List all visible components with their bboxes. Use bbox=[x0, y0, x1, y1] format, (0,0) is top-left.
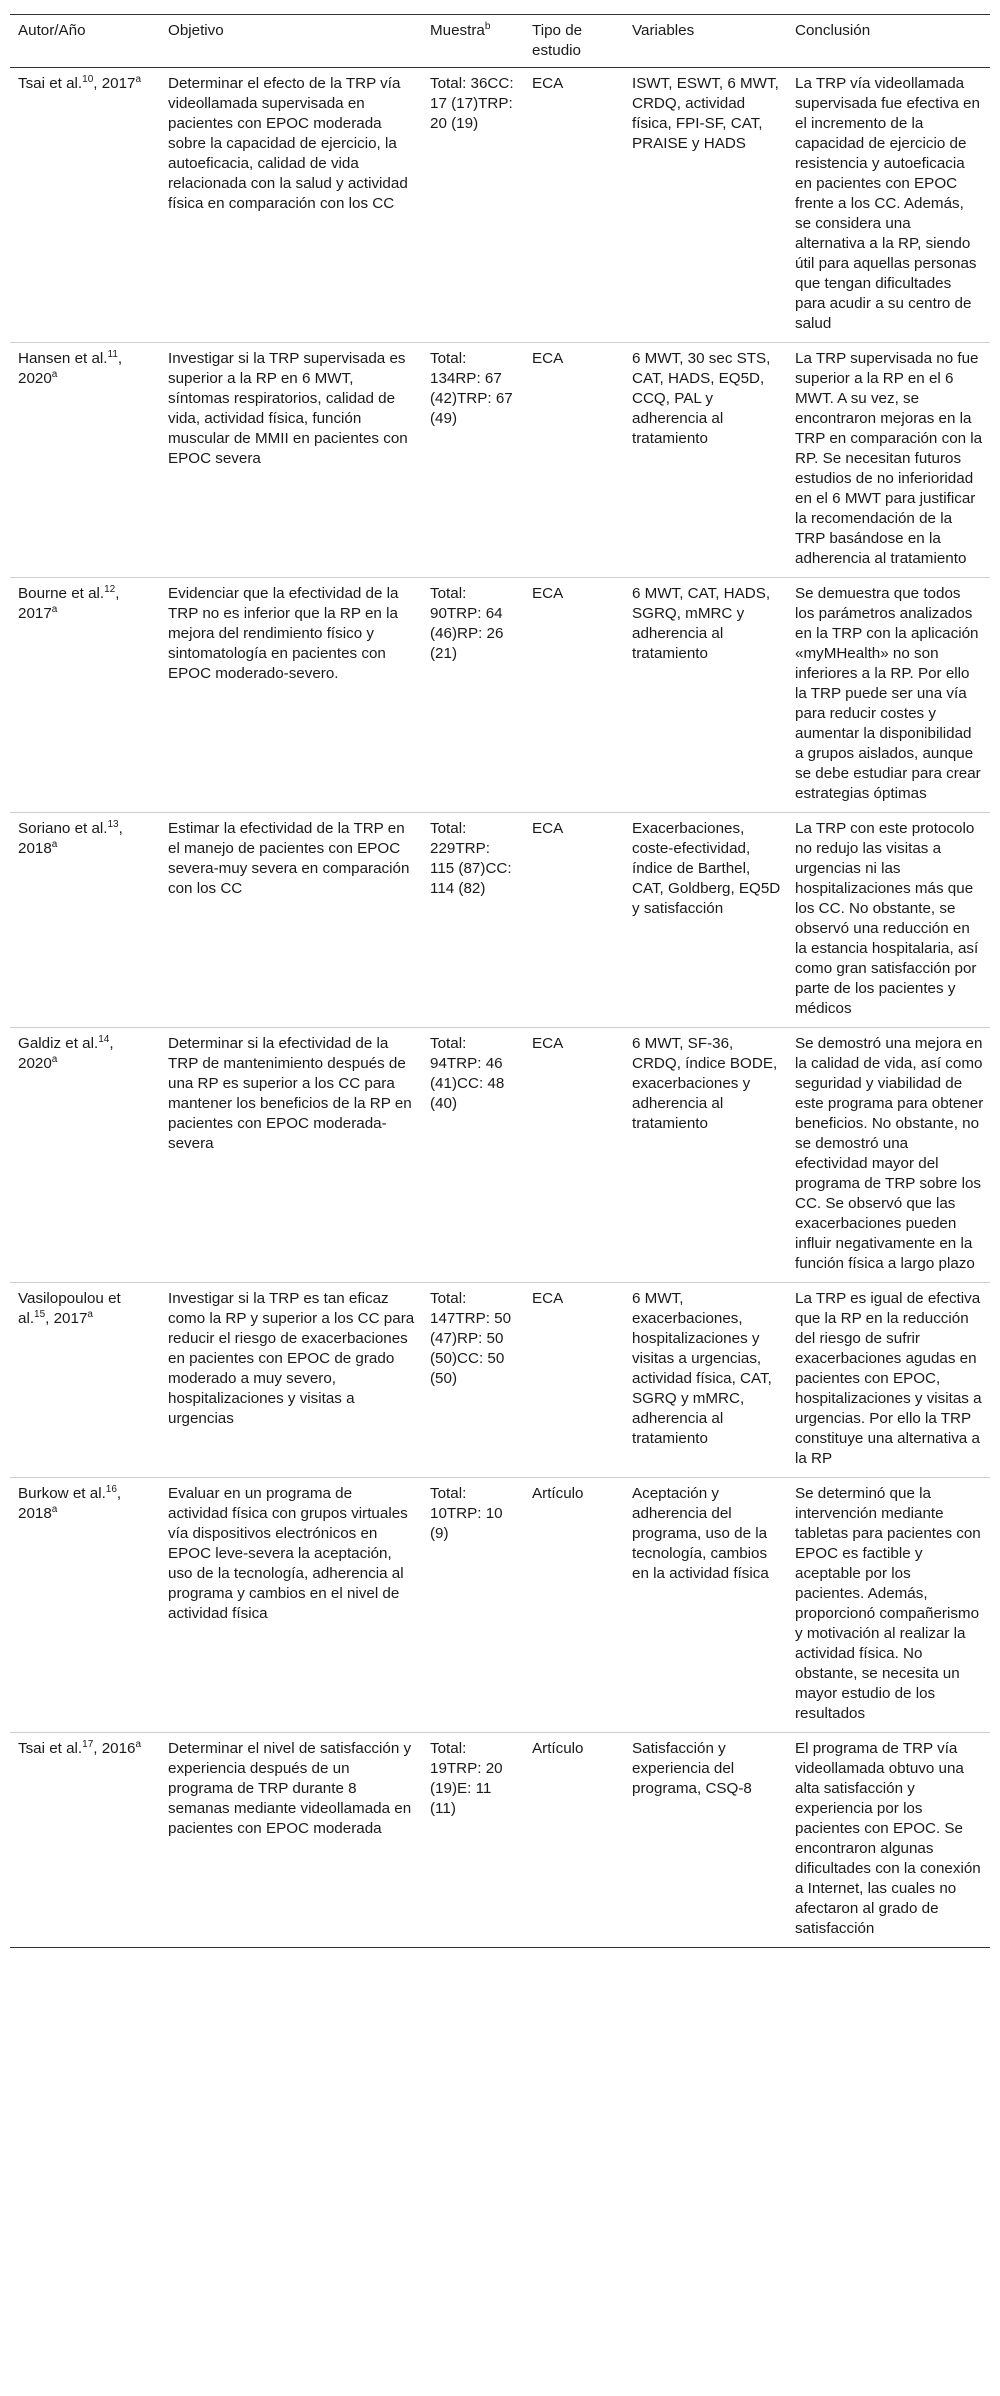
table-row bbox=[10, 1283, 990, 1478]
author-ref: 10 bbox=[82, 74, 94, 85]
author-note: a bbox=[135, 74, 142, 85]
cell-sample: Total: 19TRP: 20 (19)E: 11 (11) bbox=[430, 1740, 503, 1817]
table-row bbox=[10, 1733, 990, 1948]
cell-objective: Investigar si la TRP es tan eficaz como la RP y superior a los CC para reducir el riesgo de exacerbaciones en pacientes con EPOC de grado moderado a muy severo, hospitalizaciones y visitas a urgencias bbox=[168, 1290, 415, 1427]
cell-objective: Determinar el nivel de satisfacción y experiencia después de un programa de TRP durante 8 semanas mediante videollamada en pacientes con EPOC moderada bbox=[168, 1740, 412, 1837]
author-year: , 2020 bbox=[18, 1035, 114, 1072]
table-row bbox=[10, 813, 990, 1028]
author-note: a bbox=[51, 839, 58, 850]
author-ref: 14 bbox=[98, 1034, 110, 1045]
cell-author bbox=[10, 813, 160, 1028]
header-conclusion: Conclusión bbox=[795, 22, 871, 39]
table-row bbox=[10, 343, 990, 578]
author-year: , 2020 bbox=[18, 350, 123, 387]
cell-sample: Total: 90TRP: 64 (46)RP: 26 (21) bbox=[430, 585, 504, 662]
author-year: , 2017 bbox=[18, 585, 120, 622]
cell-author bbox=[10, 1028, 160, 1283]
cell-type: ECA bbox=[532, 1290, 564, 1307]
table-row bbox=[10, 1478, 990, 1733]
header-objective: Objetivo bbox=[168, 22, 224, 39]
cell-sample: Total: 94TRP: 46 (41)CC: 48 (40) bbox=[430, 1035, 505, 1112]
cell-variables: 6 MWT, exacerbaciones, hospitalizaciones y visitas a urgencias, actividad física, CAT, SGRQ y mMRC, adherencia al tratamiento bbox=[632, 1290, 772, 1447]
table-row bbox=[10, 578, 990, 813]
author-note: a bbox=[51, 1054, 58, 1065]
cell-variables: Aceptación y adherencia del programa, uso de la tecnología, cambios en la actividad física bbox=[632, 1485, 769, 1582]
author-year: , 2017 bbox=[93, 75, 136, 92]
cell-author bbox=[10, 343, 160, 578]
cell-objective: Evidenciar que la efectividad de la TRP no es inferior que la RP en la mejora del rendimiento físico y sintomatología en pacientes con EPOC moderado-severo. bbox=[168, 585, 399, 682]
cell-type: Artículo bbox=[532, 1485, 584, 1502]
header-variables: Variables bbox=[632, 22, 695, 39]
author-name: Tsai et al. bbox=[18, 75, 83, 92]
header-row bbox=[10, 15, 990, 68]
cell-sample: Total: 229TRP: 115 (87)CC: 114 (82) bbox=[430, 820, 512, 897]
table-row bbox=[10, 68, 990, 343]
author-year: , 2018 bbox=[18, 1485, 122, 1522]
cell-variables: 6 MWT, CAT, HADS, SGRQ, mMRC y adherencia al tratamiento bbox=[632, 585, 771, 662]
author-ref: 15 bbox=[34, 1309, 46, 1320]
cell-variables: Exacerbaciones, coste-efectividad, índice de Barthel, CAT, Goldberg, EQ5D y satisfacción bbox=[632, 820, 781, 917]
author-note: a bbox=[51, 604, 58, 615]
author-ref: 12 bbox=[104, 584, 116, 595]
cell-sample: Total: 36CC: 17 (17)TRP: 20 (19) bbox=[430, 75, 514, 132]
cell-objective: Determinar si la efectividad de la TRP de mantenimiento después de una RP es superior a los CC para mantener los beneficios de la RP en pacientes con EPOC moderada-severa bbox=[168, 1035, 412, 1152]
header-type: Tipo de estudio bbox=[532, 22, 583, 59]
cell-type: ECA bbox=[532, 1035, 564, 1052]
cell-author bbox=[10, 1283, 160, 1478]
cell-conclusion: La TRP es igual de efectiva que la RP en la reducción del riesgo de sufrir exacerbaciones agudas en pacientes con EPOC, hospitalizaciones y visitas a urgencias. Por ello la TRP constituye una alternativa a la RP bbox=[795, 1290, 982, 1467]
cell-objective: Determinar el efecto de la TRP vía videollamada supervisada en pacientes con EPOC moderada sobre la capacidad de ejercicio, la autoeficacia, calidad de vida relacionada con la salud y actividad física en comparación con los CC bbox=[168, 75, 408, 212]
header-sample-label: Muestra bbox=[430, 22, 485, 39]
cell-conclusion: Se determinó que la intervención mediante tabletas para pacientes con EPOC es factible y aceptable por los pacientes. Además, proporcionó compañerismo y motivación al realizar la actividad física. No obstante, se necesita un mayor estudio de los resultados bbox=[795, 1485, 981, 1722]
cell-sample: Total: 10TRP: 10 (9) bbox=[430, 1485, 503, 1542]
cell-conclusion: Se demuestra que todos los parámetros analizados en la TRP con la aplicación «myMHealth» no son inferiores a la RP. Por ello la TRP puede ser una vía para reducir costes y aumentar la disponibilidad a grupos aislados, aunque se debe estudiar para crear estrategias óptimas bbox=[795, 585, 981, 802]
cell-author bbox=[10, 1478, 160, 1733]
cell-objective: Estimar la efectividad de la TRP en el manejo de pacientes con EPOC severa-muy severa en comparación con los CC bbox=[168, 820, 410, 897]
author-name: Bourne et al. bbox=[18, 585, 105, 602]
author-ref: 16 bbox=[105, 1484, 117, 1495]
cell-conclusion: El programa de TRP vía videollamada obtuvo una alta satisfacción y experiencia por los pacientes con EPOC. Se encontraron algunas dificultades con la conexión a Internet, las cuales no afectaron al grado de satisfacción bbox=[795, 1740, 981, 1937]
author-name: Tsai et al. bbox=[18, 1740, 83, 1757]
author-name: Burkow et al. bbox=[18, 1485, 106, 1502]
header-sample-footnote: b bbox=[484, 21, 491, 32]
cell-conclusion: La TRP supervisada no fue superior a la RP en el 6 MWT. A su vez, se encontraron mejoras en la TRP en comparación con la RP. Se necesitan futuros estudios de no inferioridad en el 6 MWT para justificar la recomendación de la TRP basándose en la adherencia al tratamiento bbox=[795, 350, 983, 567]
header-author: Autor/Año bbox=[18, 22, 86, 39]
cell-variables: Satisfacción y experiencia del programa, CSQ-8 bbox=[632, 1740, 752, 1797]
author-ref: 11 bbox=[107, 349, 118, 360]
cell-author bbox=[10, 68, 160, 343]
author-name: Vasilopoulou et al. bbox=[18, 1290, 121, 1327]
cell-conclusion: Se demostró una mejora en la calidad de vida, así como seguridad y viabilidad de este programa para obtener beneficios. No obstante, no se demostró una efectividad mayor del programa de TRP sobre los CC. Se observó que las exacerbaciones pueden influir negativamente en la función física a largo plazo bbox=[795, 1035, 984, 1272]
cell-author bbox=[10, 1733, 160, 1948]
cell-variables: 6 MWT, 30 sec STS, CAT, HADS, EQ5D, CCQ, PAL y adherencia al tratamiento bbox=[632, 350, 771, 447]
author-name: Galdiz et al. bbox=[18, 1035, 99, 1052]
table-row bbox=[10, 1028, 990, 1283]
cell-variables: ISWT, ESWT, 6 MWT, CRDQ, actividad física, FPI-SF, CAT, PRAISE y HADS bbox=[632, 75, 779, 152]
cell-objective: Investigar si la TRP supervisada es superior a la RP en 6 MWT, síntomas respiratorios, calidad de vida, actividad física, función muscular de MMII en pacientes con EPOC severa bbox=[168, 350, 408, 467]
author-year: , 2017 bbox=[45, 1310, 88, 1327]
author-name: Hansen et al. bbox=[18, 350, 108, 367]
author-note: a bbox=[51, 1504, 58, 1515]
header-sample bbox=[422, 15, 524, 68]
cell-objective: Evaluar en un programa de actividad física con grupos virtuales vía dispositivos electrónicos en EPOC leve-severa la aceptación, uso de la tecnología, adherencia al programa y cambios en el nivel de actividad física bbox=[168, 1485, 408, 1622]
cell-type: ECA bbox=[532, 75, 564, 92]
author-note: a bbox=[135, 1739, 142, 1750]
cell-conclusion: La TRP con este protocolo no redujo las visitas a urgencias ni las hospitalizaciones más que los CC. No obstante, se observó una reducción en la estancia hospitalaria, así como gran satisfacción por parte de los pacientes y médicos bbox=[795, 820, 979, 1017]
cell-type: ECA bbox=[532, 820, 564, 837]
cell-variables: 6 MWT, SF-36, CRDQ, índice BODE, exacerbaciones y adherencia al tratamiento bbox=[632, 1035, 778, 1132]
author-name: Soriano et al. bbox=[18, 820, 108, 837]
cell-type: Artículo bbox=[532, 1740, 584, 1757]
author-year: , 2018 bbox=[18, 820, 123, 857]
cell-type: ECA bbox=[532, 350, 564, 367]
author-year: , 2016 bbox=[93, 1740, 136, 1757]
author-ref: 13 bbox=[107, 819, 119, 830]
studies-table bbox=[10, 14, 990, 1948]
cell-sample: Total: 134RP: 67 (42)TRP: 67 (49) bbox=[430, 350, 513, 427]
author-ref: 17 bbox=[82, 1739, 94, 1750]
author-note: a bbox=[87, 1309, 93, 1320]
cell-sample: Total: 147TRP: 50 (47)RP: 50 (50)CC: 50 (50) bbox=[430, 1290, 512, 1387]
cell-author bbox=[10, 578, 160, 813]
cell-type: ECA bbox=[532, 585, 564, 602]
author-note: a bbox=[51, 369, 58, 380]
cell-conclusion: La TRP vía videollamada supervisada fue efectiva en el incremento de la capacidad de ejercicio de resistencia y autoeficacia en pacientes con EPOC frente a los CC. Además, se considera una alternativa a la RP, siendo útil para aquellas personas que tengan dificultades para acudir a su centro de salud bbox=[795, 75, 980, 332]
